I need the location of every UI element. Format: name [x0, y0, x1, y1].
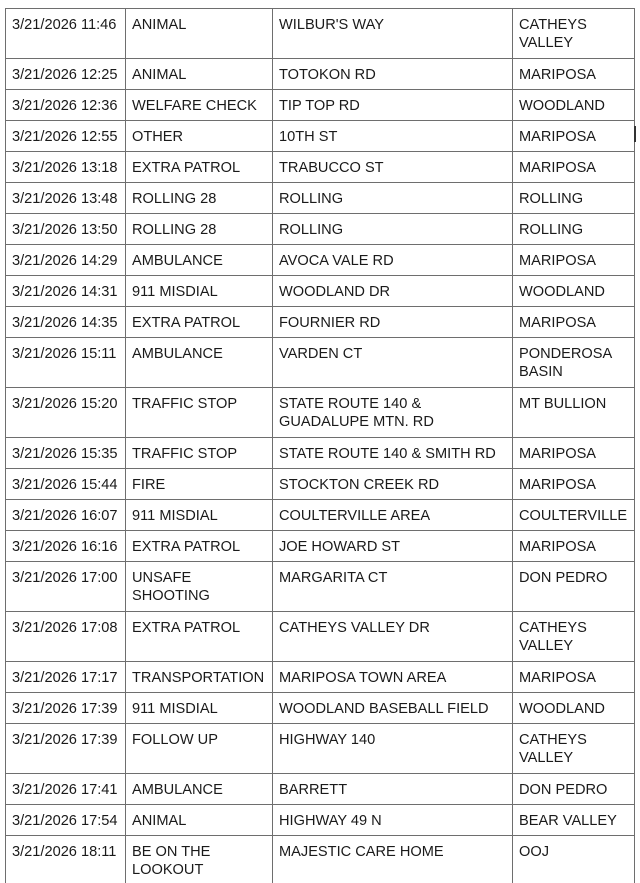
cell-call-type: ROLLING 28	[126, 214, 273, 245]
cell-call-type: 911 MISDIAL	[126, 693, 273, 724]
cell-area: CATHEYS VALLEY	[513, 724, 635, 774]
table-row	[6, 152, 635, 183]
cell-location: MAJESTIC CARE HOME	[273, 836, 513, 883]
cell-area: MARIPOSA	[513, 662, 635, 693]
cell-call-type: ANIMAL	[126, 805, 273, 836]
cell-call-type: 911 MISDIAL	[126, 276, 273, 307]
cell-location: VARDEN CT	[273, 338, 513, 388]
cell-datetime: 3/21/2026 17:00	[6, 562, 126, 612]
table-row	[6, 531, 635, 562]
cell-area: CATHEYS VALLEY	[513, 612, 635, 662]
cell-call-type: 911 MISDIAL	[126, 500, 273, 531]
cell-datetime: 3/21/2026 18:11	[6, 836, 126, 883]
cell-location: STOCKTON CREEK RD	[273, 469, 513, 500]
cell-location: TOTOKON RD	[273, 59, 513, 90]
cell-call-type: OTHER	[126, 121, 273, 152]
cell-datetime: 3/21/2026 12:36	[6, 90, 126, 121]
table-row	[6, 59, 635, 90]
cell-location: STATE ROUTE 140 & SMITH RD	[273, 438, 513, 469]
cell-call-type: EXTRA PATROL	[126, 152, 273, 183]
cell-location: STATE ROUTE 140 & GUADALUPE MTN. RD	[273, 388, 513, 438]
cell-datetime: 3/21/2026 15:20	[6, 388, 126, 438]
cell-area: BEAR VALLEY	[513, 805, 635, 836]
cell-area: COULTERVILLE	[513, 500, 635, 531]
table-row	[6, 724, 635, 774]
table-row	[6, 338, 635, 388]
cell-datetime: 3/21/2026 16:07	[6, 500, 126, 531]
text-cursor	[634, 126, 636, 142]
table-row	[6, 500, 635, 531]
cell-location: HIGHWAY 49 N	[273, 805, 513, 836]
cell-location: TIP TOP RD	[273, 90, 513, 121]
cell-call-type: ROLLING 28	[126, 183, 273, 214]
cell-datetime: 3/21/2026 11:46	[6, 9, 126, 59]
call-log-table	[5, 8, 635, 883]
cell-datetime: 3/21/2026 15:44	[6, 469, 126, 500]
table-row	[6, 121, 635, 152]
cell-location: JOE HOWARD ST	[273, 531, 513, 562]
cell-call-type: EXTRA PATROL	[126, 307, 273, 338]
cell-location: MARGARITA CT	[273, 562, 513, 612]
cell-datetime: 3/21/2026 17:39	[6, 724, 126, 774]
cell-datetime: 3/21/2026 15:11	[6, 338, 126, 388]
cell-area: ROLLING	[513, 214, 635, 245]
cell-area: MARIPOSA	[513, 245, 635, 276]
cell-datetime: 3/21/2026 17:54	[6, 805, 126, 836]
cell-location: ROLLING	[273, 214, 513, 245]
cell-datetime: 3/21/2026 17:17	[6, 662, 126, 693]
cell-datetime: 3/21/2026 12:55	[6, 121, 126, 152]
cell-location: COULTERVILLE AREA	[273, 500, 513, 531]
cell-call-type: TRAFFIC STOP	[126, 388, 273, 438]
cell-call-type: AMBULANCE	[126, 338, 273, 388]
cell-area: MARIPOSA	[513, 307, 635, 338]
cell-area: MARIPOSA	[513, 152, 635, 183]
cell-location: AVOCA VALE RD	[273, 245, 513, 276]
cell-area: CATHEYS VALLEY	[513, 9, 635, 59]
table-row	[6, 90, 635, 121]
cell-location: WOODLAND DR	[273, 276, 513, 307]
table-row	[6, 805, 635, 836]
table-row	[6, 469, 635, 500]
cell-location: HIGHWAY 140	[273, 724, 513, 774]
cell-location: WILBUR'S WAY	[273, 9, 513, 59]
cell-datetime: 3/21/2026 17:39	[6, 693, 126, 724]
table-row	[6, 276, 635, 307]
cell-area: WOODLAND	[513, 90, 635, 121]
table-row	[6, 836, 635, 883]
cell-call-type: EXTRA PATROL	[126, 531, 273, 562]
cell-area: MARIPOSA	[513, 121, 635, 152]
cell-datetime: 3/21/2026 13:18	[6, 152, 126, 183]
cell-area: WOODLAND	[513, 276, 635, 307]
table-row	[6, 693, 635, 724]
cell-location: FOURNIER RD	[273, 307, 513, 338]
cell-call-type: WELFARE CHECK	[126, 90, 273, 121]
table-row	[6, 214, 635, 245]
cell-call-type: FOLLOW UP	[126, 724, 273, 774]
cell-call-type: ANIMAL	[126, 59, 273, 90]
cell-call-type: AMBULANCE	[126, 774, 273, 805]
cell-datetime: 3/21/2026 14:29	[6, 245, 126, 276]
table-row	[6, 438, 635, 469]
cell-call-type: FIRE	[126, 469, 273, 500]
cell-area: PONDEROSA BASIN	[513, 338, 635, 388]
cell-location: BARRETT	[273, 774, 513, 805]
cell-location: TRABUCCO ST	[273, 152, 513, 183]
cell-area: MARIPOSA	[513, 469, 635, 500]
cell-location: 10TH ST	[273, 121, 513, 152]
cell-datetime: 3/21/2026 15:35	[6, 438, 126, 469]
cell-call-type: ANIMAL	[126, 9, 273, 59]
call-log-body	[6, 9, 635, 883]
cell-datetime: 3/21/2026 17:08	[6, 612, 126, 662]
cell-area: ROLLING	[513, 183, 635, 214]
cell-datetime: 3/21/2026 14:31	[6, 276, 126, 307]
cell-call-type: AMBULANCE	[126, 245, 273, 276]
cell-datetime: 3/21/2026 17:41	[6, 774, 126, 805]
cell-datetime: 3/21/2026 13:48	[6, 183, 126, 214]
cell-call-type: UNSAFE SHOOTING	[126, 562, 273, 612]
table-row	[6, 183, 635, 214]
cell-location: CATHEYS VALLEY DR	[273, 612, 513, 662]
cell-call-type: TRAFFIC STOP	[126, 438, 273, 469]
cell-location: ROLLING	[273, 183, 513, 214]
cell-area: MARIPOSA	[513, 438, 635, 469]
table-row	[6, 307, 635, 338]
cell-area: MARIPOSA	[513, 531, 635, 562]
cell-call-type: EXTRA PATROL	[126, 612, 273, 662]
table-row	[6, 774, 635, 805]
table-row	[6, 9, 635, 59]
cell-datetime: 3/21/2026 13:50	[6, 214, 126, 245]
table-row	[6, 562, 635, 612]
table-row	[6, 612, 635, 662]
cell-location: WOODLAND BASEBALL FIELD	[273, 693, 513, 724]
table-row	[6, 388, 635, 438]
cell-area: MARIPOSA	[513, 59, 635, 90]
cell-area: DON PEDRO	[513, 562, 635, 612]
cell-call-type: BE ON THE LOOKOUT	[126, 836, 273, 883]
table-row	[6, 245, 635, 276]
cell-call-type: TRANSPORTATION	[126, 662, 273, 693]
cell-area: WOODLAND	[513, 693, 635, 724]
cell-area: DON PEDRO	[513, 774, 635, 805]
cell-area: MT BULLION	[513, 388, 635, 438]
cell-datetime: 3/21/2026 12:25	[6, 59, 126, 90]
cell-datetime: 3/21/2026 14:35	[6, 307, 126, 338]
cell-datetime: 3/21/2026 16:16	[6, 531, 126, 562]
table-row	[6, 662, 635, 693]
cell-location: MARIPOSA TOWN AREA	[273, 662, 513, 693]
cell-area: OOJ	[513, 836, 635, 883]
